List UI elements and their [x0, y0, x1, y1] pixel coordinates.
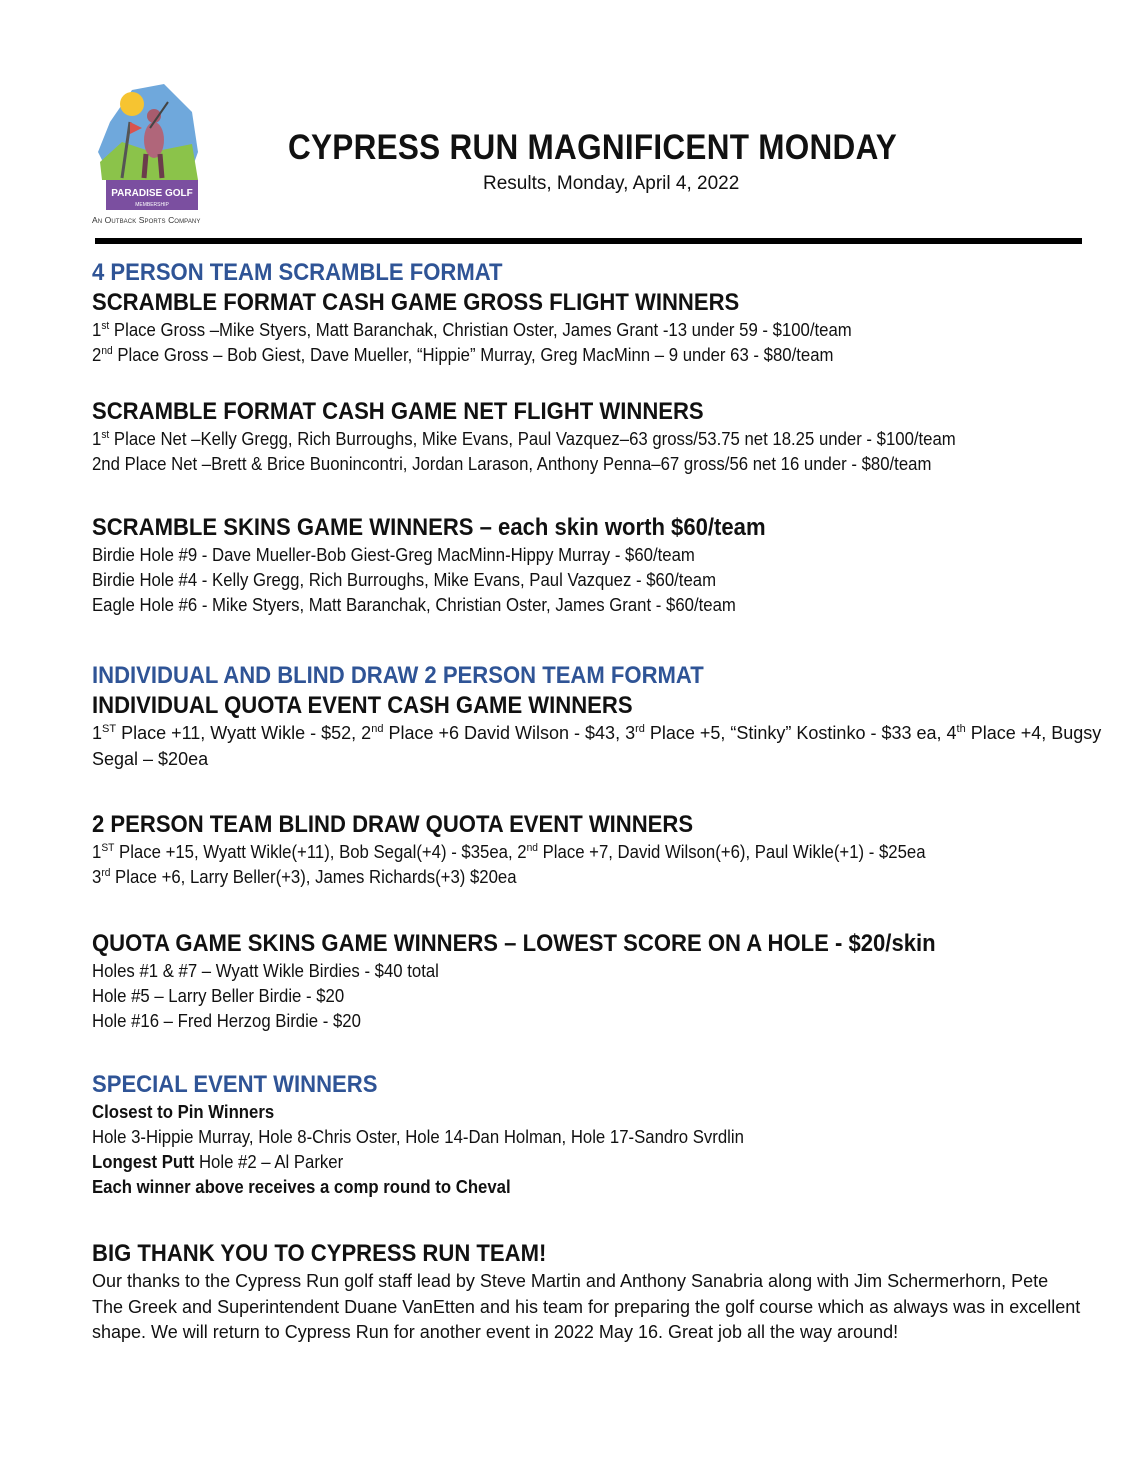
thanks-heading: BIG THANK YOU TO CYPRESS RUN TEAM!	[92, 1240, 547, 1267]
ordinal-suffix: nd	[526, 842, 538, 854]
ordinal-suffix: nd	[371, 723, 384, 735]
winner-text: Place +11, Wyatt Wikle - $52, 2	[116, 723, 372, 743]
quota-winners	[92, 721, 1132, 772]
blind-draw-heading: 2 PERSON TEAM BLIND DRAW QUOTA EVENT WINNERS	[92, 811, 694, 838]
winner-text: Place +6, Larry Beller(+3), James Richards(+3) $20ea	[110, 867, 517, 887]
ordinal: 1	[92, 320, 102, 340]
quota-skins-section	[92, 929, 1092, 1034]
ordinal: 1	[92, 842, 102, 862]
paradise-golf-logo	[92, 82, 210, 230]
net-section	[92, 397, 1092, 477]
skins-winner: Eagle Hole #6 - Mike Styers, Matt Baranchak, Christian Oster, James Grant - $60/team	[92, 595, 736, 615]
scramble-skins-heading: SCRAMBLE SKINS GAME WINNERS – each skin worth $60/team	[92, 514, 766, 541]
golfer-logo-icon	[92, 82, 210, 212]
ordinal-suffix: ST	[101, 842, 115, 854]
ordinal: 3	[92, 867, 102, 887]
blind-draw-winner-2	[92, 865, 1022, 890]
page-subtitle: Results, Monday, April 4, 2022	[483, 173, 740, 194]
winner-text: Place Gross –Mike Styers, Matt Baranchak, Christian Oster, James Grant -13 under 59 - $100/team	[109, 320, 852, 340]
ordinal-suffix: rd	[101, 867, 111, 879]
thanks-section	[92, 1239, 1092, 1346]
net-heading: SCRAMBLE FORMAT CASH GAME NET FLIGHT WINNERS	[92, 398, 704, 425]
ordinal-suffix: th	[956, 723, 966, 735]
skins-winner: Birdie Hole #9 - Dave Mueller-Bob Giest-Greg MacMinn-Hippy Murray - $60/team	[92, 545, 695, 565]
blind-draw-winner-1	[92, 840, 1022, 865]
ordinal-suffix: rd	[635, 723, 645, 735]
gross-winner-2	[92, 343, 1022, 368]
section-heading: INDIVIDUAL AND BLIND DRAW 2 PERSON TEAM FORMAT	[92, 662, 704, 689]
net-winner-1	[92, 427, 1022, 452]
closest-to-pin-winners: Hole 3-Hippie Murray, Hole 8-Chris Oster, Hole 14-Dan Holman, Hole 17-Sandro Svrdlin	[92, 1127, 744, 1147]
longest-putt-text: Hole #2 – Al Parker	[194, 1152, 344, 1172]
skins-winner: Hole #5 – Larry Beller Birdie - $20	[92, 986, 345, 1006]
blind-draw-section	[92, 810, 1092, 890]
skins-winner: Birdie Hole #4 - Kelly Gregg, Rich Burroughs, Mike Evans, Paul Vazquez - $60/team	[92, 570, 717, 590]
winner-text: Place +15, Wyatt Wikle(+11), Bob Segal(+4) - $35ea, 2	[114, 842, 527, 862]
winner-text: Place +7, David Wilson(+6), Paul Wikle(+1) - $25ea	[537, 842, 926, 862]
logo-tagline: An Outback Sports Company	[92, 215, 201, 225]
ordinal-suffix: nd	[101, 345, 113, 357]
quota-heading: INDIVIDUAL QUOTA EVENT CASH GAME WINNERS	[92, 692, 633, 719]
longest-putt	[92, 1150, 1022, 1175]
longest-putt-label: Longest Putt	[92, 1152, 195, 1172]
special-section	[92, 1070, 1092, 1200]
winner-text: Place +6 David Wilson - $43, 3	[383, 723, 636, 743]
closest-to-pin-label: Closest to Pin Winners	[92, 1102, 275, 1122]
skins-winner: Holes #1 & #7 – Wyatt Wikle Birdies - $40 total	[92, 961, 439, 981]
winner-text: Place Net –Kelly Gregg, Rich Burroughs, Mike Evans, Paul Vazquez–63 gross/53.75 net 18.25 under - $100/team	[109, 429, 956, 449]
ordinal: 2	[92, 345, 102, 365]
quota-skins-heading: QUOTA GAME SKINS GAME WINNERS – LOWEST SCORE ON A HOLE - $20/skin	[92, 930, 936, 957]
ordinal-suffix: ST	[102, 723, 117, 735]
gross-winner-1	[92, 318, 1022, 343]
page-title: CYPRESS RUN MAGNIFICENT MONDAY	[288, 128, 897, 167]
winner-text: Place +5, “Stinky” Kostinko - $33 ea, 4	[644, 723, 957, 743]
skins-winner: Hole #16 – Fred Herzog Birdie - $20	[92, 1011, 361, 1031]
section-heading: SPECIAL EVENT WINNERS	[92, 1071, 378, 1098]
ordinal: 1	[92, 429, 102, 449]
individual-section	[92, 661, 1102, 772]
scramble-skins-section	[92, 513, 1092, 618]
scramble-section	[92, 258, 1092, 368]
logo-brand: PARADISE GOLF	[111, 188, 193, 199]
comp-round-note: Each winner above receives a comp round to Cheval	[92, 1177, 511, 1197]
logo-brand-sub: MEMBERSHIP	[135, 202, 169, 208]
gross-heading: SCRAMBLE FORMAT CASH GAME GROSS FLIGHT WINNERS	[92, 289, 740, 316]
ordinal-suffix: st	[101, 429, 110, 441]
ordinal: 1	[92, 723, 103, 743]
net-winner-2: 2nd Place Net –Brett & Brice Buonincontri, Jordan Larason, Anthony Penna–67 gross/56 net 16 under - $80/team	[92, 454, 932, 474]
thanks-body: Our thanks to the Cypress Run golf staff lead by Steve Martin and Anthony Sanabria along with Jim Schermerhorn, Pete The Greek and Superintendent Duane VanEtten and his team for preparing the golf course which as always was in excellent shape. We will return to Cypress Run for another event in 2022 May 16. Great job all the way around!	[92, 1271, 1081, 1342]
winner-text: Place +4, Bugsy Segal – $20ea	[92, 723, 1102, 769]
header-divider	[95, 238, 1082, 244]
ordinal-suffix: st	[101, 320, 110, 332]
section-heading: 4 PERSON TEAM SCRAMBLE FORMAT	[92, 259, 503, 286]
winner-text: Place Gross – Bob Giest, Dave Mueller, “Hippie” Murray, Greg MacMinn – 9 under 63 - $80/team	[112, 345, 834, 365]
